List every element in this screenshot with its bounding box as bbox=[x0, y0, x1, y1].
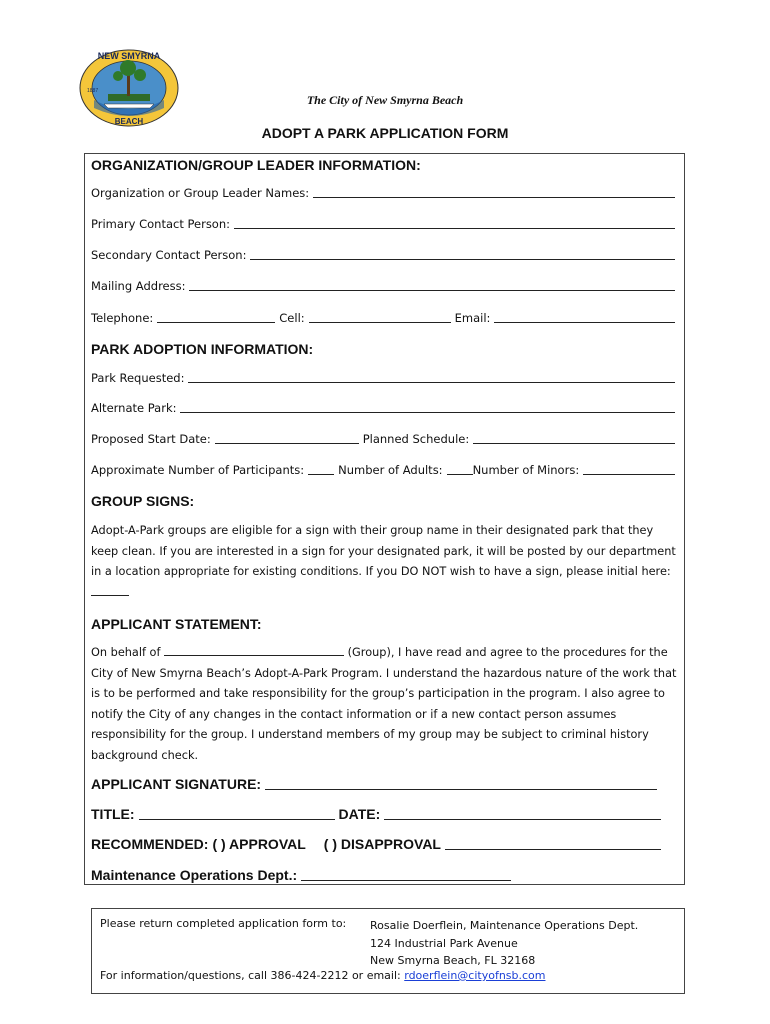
start-date-label: Proposed Start Date: bbox=[91, 432, 211, 446]
telephone-field[interactable] bbox=[157, 322, 275, 323]
title-label: TITLE: bbox=[91, 806, 135, 822]
secondary-contact-field[interactable] bbox=[250, 259, 675, 260]
maintenance-row bbox=[91, 867, 515, 883]
adults-field[interactable] bbox=[447, 474, 473, 475]
statement-text bbox=[91, 643, 681, 767]
org-names-row bbox=[91, 186, 679, 200]
phone-row bbox=[91, 311, 679, 325]
approval-option[interactable]: ( ) APPROVAL bbox=[212, 836, 306, 852]
mailing-address-row bbox=[91, 279, 679, 293]
statement-section-heading: APPLICANT STATEMENT: bbox=[91, 616, 262, 632]
address-line1: Rosalie Doerflein, Maintenance Operations Dept. bbox=[370, 919, 639, 932]
signature-row bbox=[91, 776, 661, 792]
seal-year: 1887 bbox=[87, 88, 99, 94]
start-schedule-row bbox=[91, 432, 679, 446]
contact-info bbox=[100, 969, 546, 982]
park-requested-field[interactable] bbox=[188, 382, 675, 383]
signs-section-heading: GROUP SIGNS: bbox=[91, 493, 195, 509]
minors-label: Number of Minors: bbox=[472, 463, 580, 477]
alternate-park-field[interactable] bbox=[180, 412, 675, 413]
signs-text bbox=[91, 521, 681, 603]
email-field[interactable] bbox=[494, 322, 675, 323]
return-address bbox=[370, 917, 638, 970]
title-field[interactable] bbox=[139, 819, 335, 820]
address-line2: 124 Industrial Park Avenue bbox=[370, 936, 518, 950]
signature-field[interactable] bbox=[265, 789, 657, 790]
email-label: Email: bbox=[454, 311, 491, 325]
alternate-park-row bbox=[91, 401, 679, 415]
planned-schedule-field[interactable] bbox=[473, 443, 675, 444]
group-name-field[interactable] bbox=[164, 644, 344, 656]
mailing-address-label: Mailing Address: bbox=[91, 279, 186, 293]
form-title: ADOPT A PARK APPLICATION FORM bbox=[261, 125, 509, 141]
mailing-address-field[interactable] bbox=[189, 290, 675, 291]
org-names-field[interactable] bbox=[313, 197, 675, 198]
return-info-box bbox=[91, 908, 685, 994]
primary-contact-field[interactable] bbox=[234, 228, 675, 229]
cell-field[interactable] bbox=[309, 322, 451, 323]
date-label: DATE: bbox=[338, 806, 381, 822]
alternate-park-label: Alternate Park: bbox=[91, 401, 177, 415]
disapproval-option[interactable]: ( ) DISAPPROVAL bbox=[323, 836, 441, 852]
city-seal-logo bbox=[78, 48, 180, 128]
participants-field[interactable] bbox=[308, 474, 334, 475]
telephone-label: Telephone: bbox=[91, 311, 154, 325]
minors-field[interactable] bbox=[583, 474, 675, 475]
participants-row bbox=[91, 463, 679, 477]
primary-contact-row bbox=[91, 217, 679, 231]
title-date-row bbox=[91, 806, 665, 822]
park-requested-row bbox=[91, 371, 679, 385]
return-label: Please return completed application form to: bbox=[100, 917, 347, 930]
recommendation-row bbox=[91, 836, 665, 852]
start-date-field[interactable] bbox=[215, 443, 359, 444]
initial-field[interactable] bbox=[91, 584, 129, 596]
seal-bottom-text: BEACH bbox=[114, 117, 144, 126]
address-line3: New Smyrna Beach, FL 32168 bbox=[370, 954, 536, 967]
statement-paragraph: (Group), I have read and agree to the procedures for the City of New Smyrna Beach’s Adopt-A-Park Program. I understand the hazardous nature of the work that is to be performed and take responsibility for the group’s participation in the program. I also agree to notify the City of any changes in the contact information or if a new contact person assumes responsibility for the group. I understand members of my group may be subject to criminal history background check. bbox=[91, 646, 677, 762]
cell-label: Cell: bbox=[279, 311, 305, 325]
park-requested-label: Park Requested: bbox=[91, 371, 185, 385]
info-text: For information/questions, call 386-424-2212 or email: bbox=[100, 969, 401, 982]
org-section-heading: ORGANIZATION/GROUP LEADER INFORMATION: bbox=[91, 157, 421, 173]
seal-top-text: NEW SMYRNA bbox=[97, 51, 161, 61]
email-link[interactable]: rdoerflein@cityofnsb.com bbox=[404, 969, 546, 982]
city-name: The City of New Smyrna Beach bbox=[306, 93, 464, 107]
recommended-label: RECOMMENDED: bbox=[91, 836, 209, 852]
participants-label: Approximate Number of Participants: bbox=[91, 463, 305, 477]
statement-prefix: On behalf of bbox=[91, 646, 161, 659]
secondary-contact-label: Secondary Contact Person: bbox=[91, 248, 247, 262]
date-field[interactable] bbox=[384, 819, 661, 820]
recommendation-field[interactable] bbox=[445, 849, 661, 850]
adults-label: Number of Adults: bbox=[338, 463, 443, 477]
maintenance-field[interactable] bbox=[301, 880, 511, 881]
planned-schedule-label: Planned Schedule: bbox=[362, 432, 470, 446]
org-names-label: Organization or Group Leader Names: bbox=[91, 186, 310, 200]
park-section-heading: PARK ADOPTION INFORMATION: bbox=[91, 341, 314, 357]
primary-contact-label: Primary Contact Person: bbox=[91, 217, 231, 231]
signs-paragraph: Adopt-A-Park groups are eligible for a sign with their group name in their designated park that they keep clean. If you are interested in a sign for your designated park, it will be posted by our department in a location appropriate for existing conditions. If you DO NOT wish to have a sign, please initial here: bbox=[91, 524, 676, 579]
secondary-contact-row bbox=[91, 248, 679, 262]
maintenance-label: Maintenance Operations Dept.: bbox=[91, 867, 298, 883]
signature-label: APPLICANT SIGNATURE: bbox=[91, 776, 262, 792]
